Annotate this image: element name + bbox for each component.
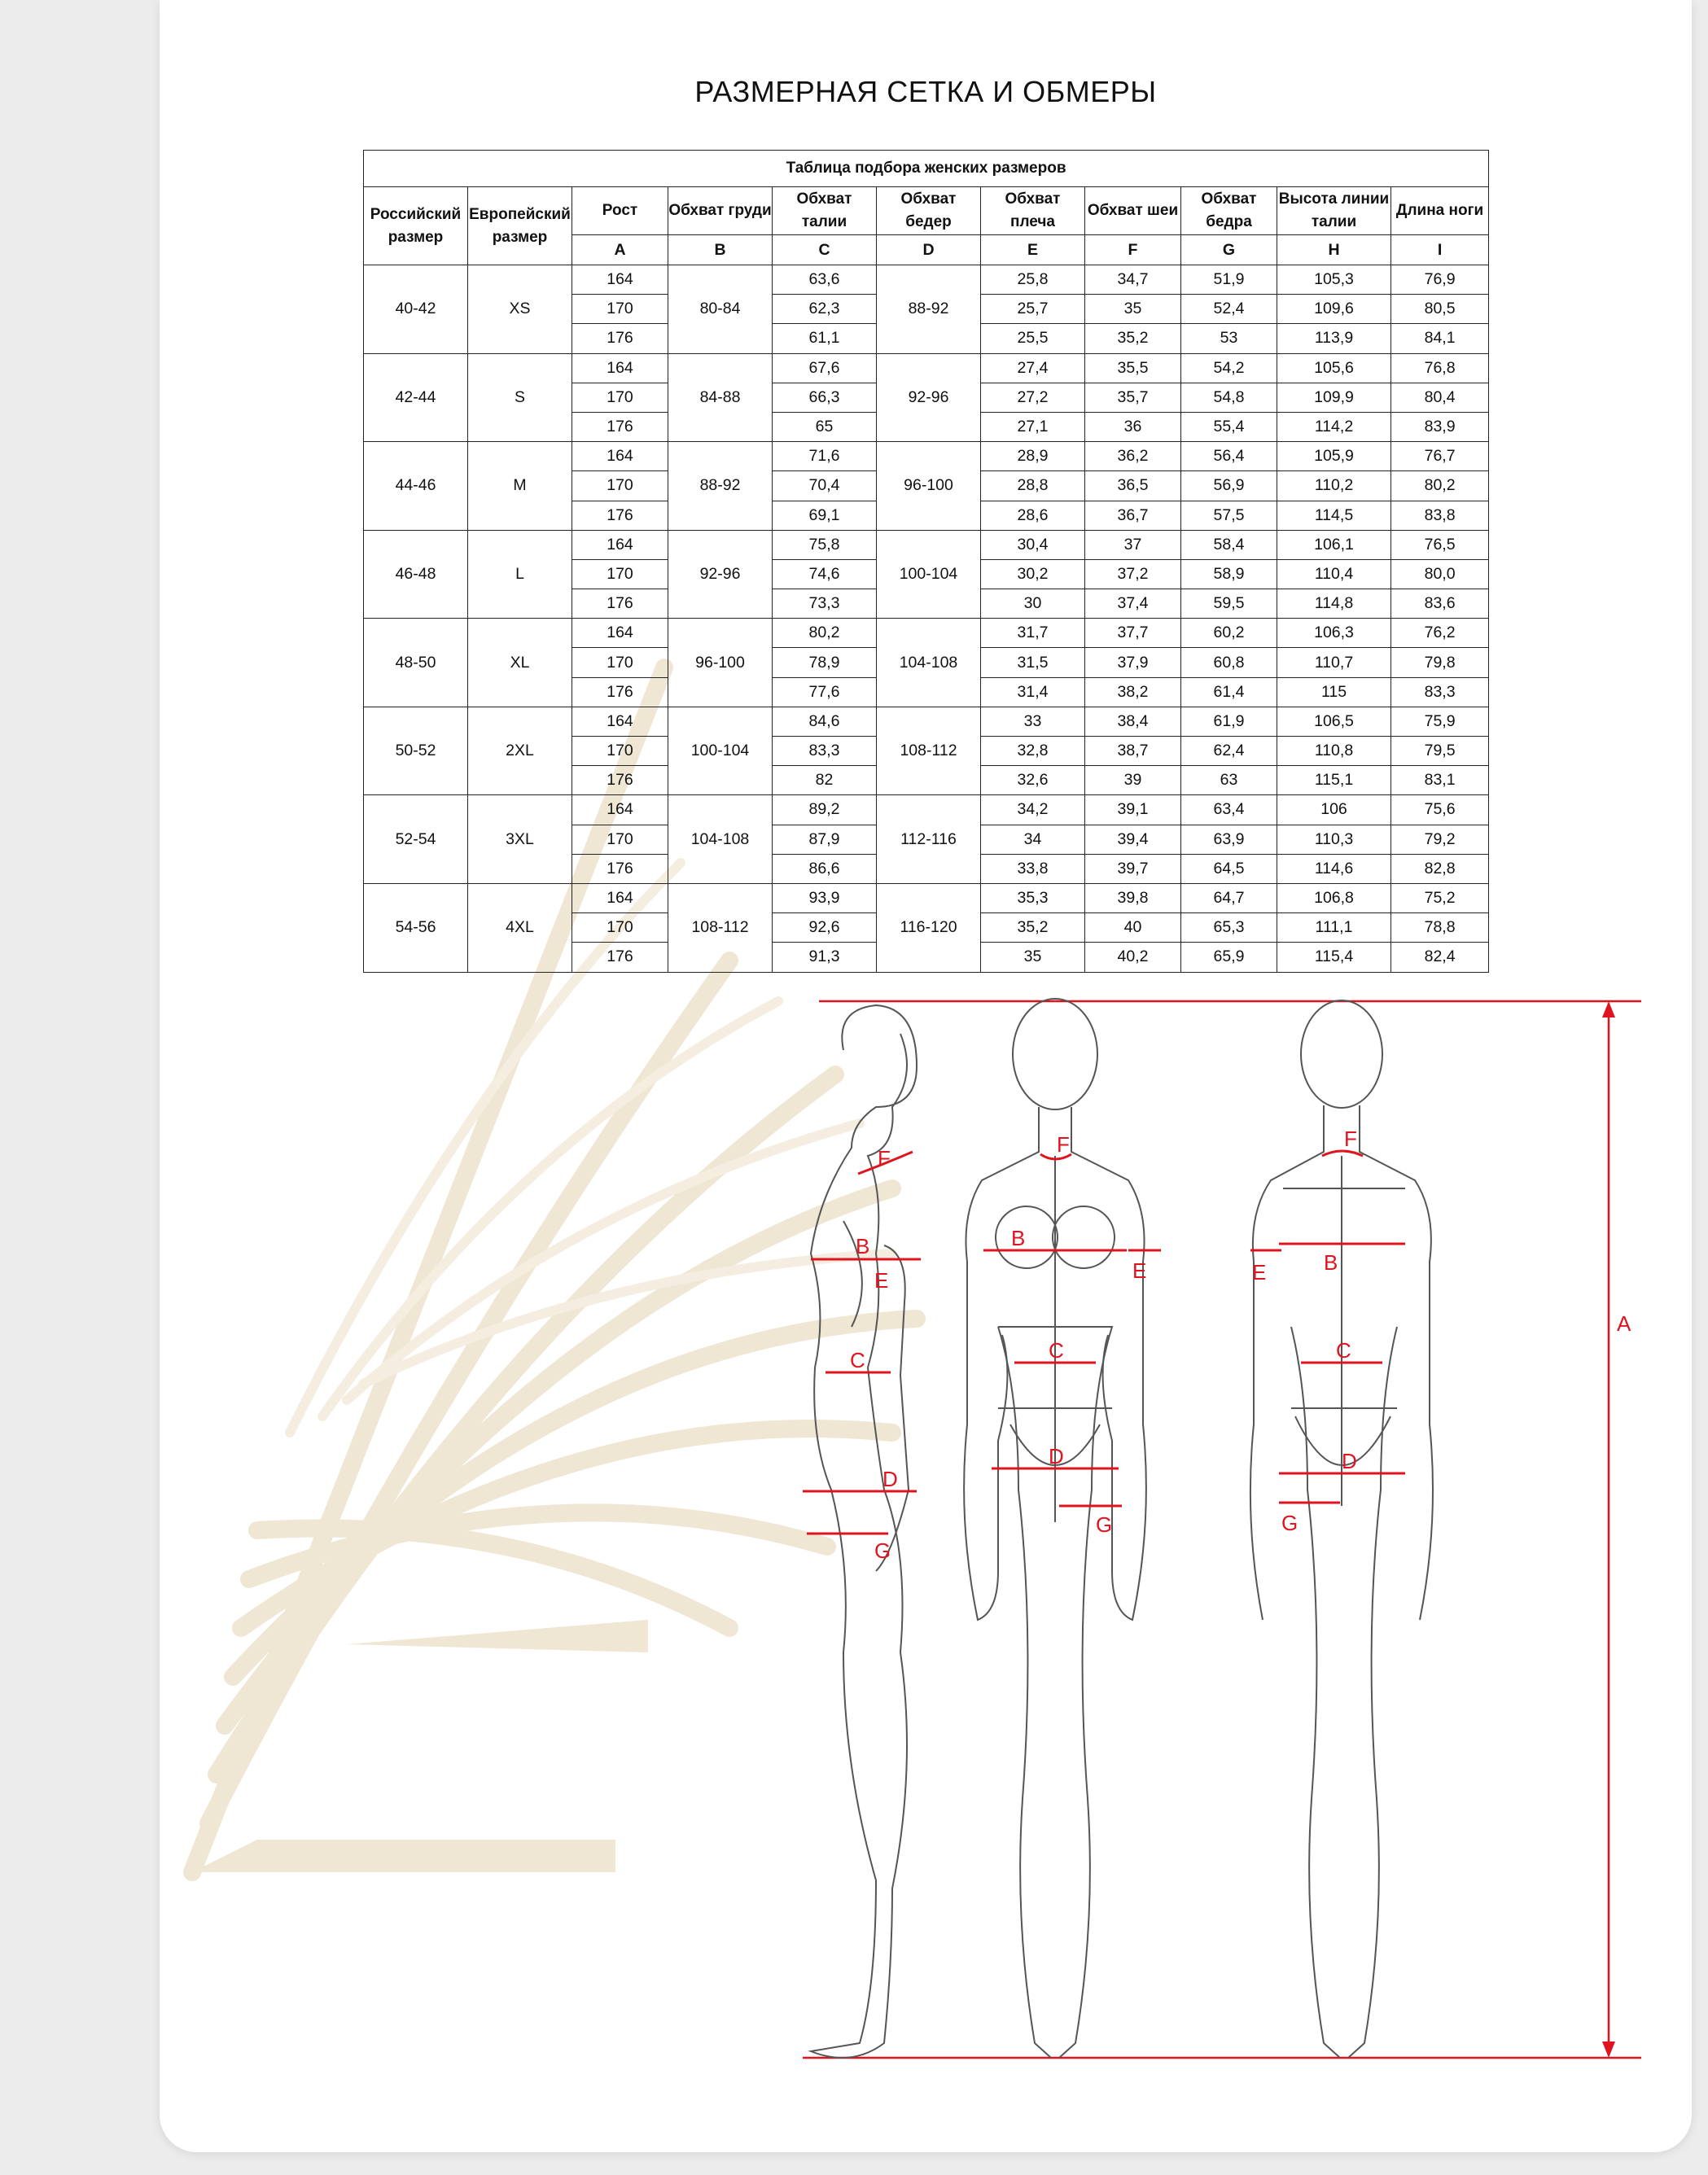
col-letter: D [877,235,981,265]
col-header: Обхват плеча [981,187,1085,235]
shoulder-cell: 30,2 [981,559,1085,589]
eu-size-cell: 3XL [468,795,572,884]
neck-cell: 36 [1085,412,1181,441]
figure-back [1250,1000,1433,2058]
leg-cell: 83,6 [1391,589,1489,619]
height-cell: 164 [572,353,668,383]
neck-cell: 37,4 [1085,589,1181,619]
waist-line-cell: 106,1 [1277,530,1391,559]
size-table-body [364,265,1489,973]
waist-cell: 74,6 [773,559,877,589]
leg-cell: 75,6 [1391,795,1489,825]
neck-cell: 37,7 [1085,619,1181,648]
height-cell: 176 [572,943,668,972]
neck-cell: 35 [1085,295,1181,324]
waist-line-cell: 106,3 [1277,619,1391,648]
thigh-cell: 59,5 [1181,589,1277,619]
thigh-cell: 63,9 [1181,825,1277,854]
height-cell: 176 [572,412,668,441]
height-cell: 170 [572,471,668,501]
waist-line-cell: 110,8 [1277,737,1391,766]
eu-size-cell: M [468,442,572,531]
thigh-cell: 61,4 [1181,677,1277,707]
waist-line-cell: 106 [1277,795,1391,825]
shoulder-cell: 35,2 [981,913,1085,943]
col-letter: G [1181,235,1277,265]
waist-line-cell: 114,6 [1277,854,1391,883]
thigh-cell: 56,4 [1181,442,1277,471]
waist-line-cell: 111,1 [1277,913,1391,943]
thigh-cell: 58,9 [1181,559,1277,589]
hips-cell: 92-96 [877,353,981,442]
table-row [364,353,1489,383]
neck-cell: 40 [1085,913,1181,943]
height-cell: 170 [572,295,668,324]
height-cell: 164 [572,707,668,736]
waist-line-cell: 105,9 [1277,442,1391,471]
table-row [364,707,1489,736]
col-letter: I [1391,235,1489,265]
waist-line-cell: 109,9 [1277,383,1391,412]
leg-cell: 80,5 [1391,295,1489,324]
shoulder-cell: 31,7 [981,619,1085,648]
waist-cell: 78,9 [773,648,877,677]
neck-cell: 37,2 [1085,559,1181,589]
thigh-cell: 54,2 [1181,353,1277,383]
leg-cell: 83,9 [1391,412,1489,441]
waist-cell: 77,6 [773,677,877,707]
height-cell: 176 [572,324,668,353]
waist-line-cell: 110,7 [1277,648,1391,677]
table-header-row [364,187,1489,235]
leg-cell: 76,7 [1391,442,1489,471]
thigh-cell: 51,9 [1181,265,1277,295]
neck-cell: 39,8 [1085,883,1181,912]
thigh-cell: 54,8 [1181,383,1277,412]
col-header: Обхват шеи [1085,187,1181,235]
waist-line-cell: 110,2 [1277,471,1391,501]
ru-size-cell: 50-52 [364,707,468,795]
col-header: Высота линии талии [1277,187,1391,235]
label-d-back: D [1342,1449,1357,1473]
shoulder-cell: 25,5 [981,324,1085,353]
waist-line-cell: 114,2 [1277,412,1391,441]
waist-cell: 91,3 [773,943,877,972]
thigh-cell: 65,3 [1181,913,1277,943]
neck-cell: 37 [1085,530,1181,559]
thigh-cell: 58,4 [1181,530,1277,559]
ru-size-cell: 54-56 [364,883,468,972]
waist-cell: 89,2 [773,795,877,825]
hips-cell: 112-116 [877,795,981,884]
eu-size-cell: 4XL [468,883,572,972]
col-letter: H [1277,235,1391,265]
leg-cell: 75,9 [1391,707,1489,736]
eu-size-cell: L [468,530,572,619]
leg-cell: 82,8 [1391,854,1489,883]
hips-cell: 96-100 [877,442,981,531]
hips-cell: 116-120 [877,883,981,972]
col-header: Обхват талии [773,187,877,235]
height-cell: 170 [572,648,668,677]
label-g-front: G [1096,1512,1113,1537]
chest-cell: 96-100 [668,619,773,707]
label-a-height: A [1617,1311,1631,1336]
thigh-cell: 63,4 [1181,795,1277,825]
col-header: Обхват груди [668,187,773,235]
thigh-cell: 53 [1181,324,1277,353]
height-cell: 164 [572,530,668,559]
neck-cell: 35,5 [1085,353,1181,383]
waist-cell: 86,6 [773,854,877,883]
thigh-cell: 55,4 [1181,412,1277,441]
height-cell: 164 [572,619,668,648]
waist-cell: 62,3 [773,295,877,324]
waist-line-cell: 105,6 [1277,353,1391,383]
shoulder-cell: 31,4 [981,677,1085,707]
waist-line-cell: 114,8 [1277,589,1391,619]
shoulder-cell: 25,8 [981,265,1085,295]
waist-line-cell: 110,3 [1277,825,1391,854]
height-cell: 176 [572,766,668,795]
height-cell: 164 [572,265,668,295]
shoulder-cell: 28,8 [981,471,1085,501]
chest-cell: 104-108 [668,795,773,884]
shoulder-cell: 28,6 [981,501,1085,530]
eu-size-cell: S [468,353,572,442]
chest-cell: 108-112 [668,883,773,972]
waist-cell: 63,6 [773,265,877,295]
waist-cell: 73,3 [773,589,877,619]
neck-cell: 36,5 [1085,471,1181,501]
shoulder-cell: 35,3 [981,883,1085,912]
hips-cell: 104-108 [877,619,981,707]
thigh-cell: 60,2 [1181,619,1277,648]
neck-cell: 37,9 [1085,648,1181,677]
col-header: Обхват бедер [877,187,981,235]
waist-cell: 67,6 [773,353,877,383]
leg-cell: 83,3 [1391,677,1489,707]
waist-cell: 84,6 [773,707,877,736]
height-cell: 170 [572,737,668,766]
label-f-side: F [878,1146,891,1171]
neck-cell: 40,2 [1085,943,1181,972]
leg-cell: 80,0 [1391,559,1489,589]
shoulder-cell: 35 [981,943,1085,972]
waist-cell: 61,1 [773,324,877,353]
neck-cell: 35,7 [1085,383,1181,412]
chest-cell: 80-84 [668,265,773,354]
figure-front [964,999,1146,2058]
height-cell: 170 [572,825,668,854]
shoulder-cell: 32,8 [981,737,1085,766]
leg-cell: 82,4 [1391,943,1489,972]
shoulder-cell: 30,4 [981,530,1085,559]
neck-cell: 38,4 [1085,707,1181,736]
leg-cell: 75,2 [1391,883,1489,912]
neck-cell: 39 [1085,766,1181,795]
table-row [364,883,1489,912]
leg-cell: 76,2 [1391,619,1489,648]
label-b-side: B [856,1234,870,1258]
waist-cell: 87,9 [773,825,877,854]
shoulder-cell: 34,2 [981,795,1085,825]
hips-cell: 88-92 [877,265,981,354]
neck-cell: 39,7 [1085,854,1181,883]
thigh-cell: 63 [1181,766,1277,795]
chest-cell: 100-104 [668,707,773,795]
label-d-side: D [882,1467,898,1491]
leg-cell: 76,9 [1391,265,1489,295]
hips-cell: 100-104 [877,530,981,619]
col-letter: C [773,235,877,265]
label-e-side: E [874,1268,889,1293]
page-title: РАЗМЕРНАЯ СЕТКА И ОБМЕРЫ [694,75,1157,108]
figure-side [811,1005,917,2058]
ru-size-cell: 52-54 [364,795,468,884]
col-letter: E [981,235,1085,265]
thigh-cell: 56,9 [1181,471,1277,501]
shoulder-cell: 27,4 [981,353,1085,383]
neck-cell: 39,4 [1085,825,1181,854]
shoulder-cell: 33,8 [981,854,1085,883]
waist-line-cell: 115,4 [1277,943,1391,972]
neck-cell: 36,2 [1085,442,1181,471]
neck-cell: 38,7 [1085,737,1181,766]
label-e-back: E [1252,1260,1267,1284]
table-row [364,265,1489,295]
col-letter: A [572,235,668,265]
ru-size-cell: 42-44 [364,353,468,442]
waist-cell: 92,6 [773,913,877,943]
thigh-cell: 52,4 [1181,295,1277,324]
neck-cell: 35,2 [1085,324,1181,353]
leg-cell: 79,2 [1391,825,1489,854]
thigh-cell: 57,5 [1181,501,1277,530]
waist-cell: 70,4 [773,471,877,501]
waist-line-cell: 106,8 [1277,883,1391,912]
chest-cell: 92-96 [668,530,773,619]
waist-cell: 80,2 [773,619,877,648]
shoulder-cell: 30 [981,589,1085,619]
shoulder-cell: 28,9 [981,442,1085,471]
ru-size-cell: 44-46 [364,442,468,531]
waist-line-cell: 110,4 [1277,559,1391,589]
height-cell: 176 [572,589,668,619]
waist-line-cell: 113,9 [1277,324,1391,353]
shoulder-cell: 27,1 [981,412,1085,441]
table-row [364,795,1489,825]
table-row [364,619,1489,648]
col-header: Обхват бедра [1181,187,1277,235]
neck-cell: 38,2 [1085,677,1181,707]
waist-line-cell: 115,1 [1277,766,1391,795]
waist-cell: 69,1 [773,501,877,530]
shoulder-cell: 25,7 [981,295,1085,324]
label-c-front: C [1049,1338,1064,1363]
leg-cell: 76,8 [1391,353,1489,383]
thigh-cell: 64,7 [1181,883,1277,912]
height-cell: 176 [572,854,668,883]
height-cell: 170 [572,559,668,589]
leg-cell: 84,1 [1391,324,1489,353]
waist-line-cell: 109,6 [1277,295,1391,324]
waist-cell: 83,3 [773,737,877,766]
height-cell: 176 [572,501,668,530]
thigh-cell: 61,9 [1181,707,1277,736]
size-table [363,150,1489,973]
leg-cell: 80,2 [1391,471,1489,501]
label-g-side: G [874,1538,891,1563]
chest-cell: 84-88 [668,353,773,442]
label-b-back: B [1324,1250,1338,1275]
leg-cell: 79,8 [1391,648,1489,677]
waist-line-cell: 114,5 [1277,501,1391,530]
label-f-front: F [1057,1132,1070,1157]
label-c-side: C [850,1348,865,1372]
ru-size-cell: 48-50 [364,619,468,707]
shoulder-cell: 32,6 [981,766,1085,795]
eu-size-cell: 2XL [468,707,572,795]
waist-cell: 71,6 [773,442,877,471]
body-figures [754,985,1690,2116]
waist-line-cell: 115 [1277,677,1391,707]
waist-cell: 82 [773,766,877,795]
label-c-back: C [1336,1338,1351,1363]
shoulder-cell: 34 [981,825,1085,854]
table-row [364,530,1489,559]
col-letter: F [1085,235,1181,265]
eu-size-cell: XS [468,265,572,354]
thigh-cell: 62,4 [1181,737,1277,766]
col-header: Российский размер [364,187,468,265]
height-cell: 176 [572,677,668,707]
waist-cell: 75,8 [773,530,877,559]
size-guide-card [160,0,1692,2152]
height-cell: 170 [572,383,668,412]
thigh-cell: 65,9 [1181,943,1277,972]
leg-cell: 80,4 [1391,383,1489,412]
leg-cell: 78,8 [1391,913,1489,943]
chest-cell: 88-92 [668,442,773,531]
ru-size-cell: 46-48 [364,530,468,619]
height-cell: 170 [572,913,668,943]
waist-line-cell: 106,5 [1277,707,1391,736]
label-g-back: G [1281,1511,1299,1535]
ru-size-cell: 40-42 [364,265,468,354]
neck-cell: 34,7 [1085,265,1181,295]
waist-cell: 65 [773,412,877,441]
neck-cell: 39,1 [1085,795,1181,825]
table-caption: Таблица подбора женских размеров [364,151,1489,187]
thigh-cell: 60,8 [1181,648,1277,677]
col-header: Рост [572,187,668,235]
leg-cell: 83,1 [1391,766,1489,795]
shoulder-cell: 27,2 [981,383,1085,412]
height-cell: 164 [572,883,668,912]
waist-line-cell: 105,3 [1277,265,1391,295]
label-d-front: D [1049,1444,1064,1468]
height-cell: 164 [572,795,668,825]
height-cell: 164 [572,442,668,471]
thigh-cell: 64,5 [1181,854,1277,883]
label-b-front: B [1011,1226,1026,1250]
col-header: Европейский размер [468,187,572,265]
label-e-front: E [1132,1258,1147,1283]
leg-cell: 79,5 [1391,737,1489,766]
waist-cell: 66,3 [773,383,877,412]
col-header: Длина ноги [1391,187,1489,235]
shoulder-cell: 31,5 [981,648,1085,677]
label-f-back: F [1344,1127,1357,1151]
hips-cell: 108-112 [877,707,981,795]
leg-cell: 76,5 [1391,530,1489,559]
leg-cell: 83,8 [1391,501,1489,530]
neck-cell: 36,7 [1085,501,1181,530]
waist-cell: 93,9 [773,883,877,912]
col-letter: B [668,235,773,265]
eu-size-cell: XL [468,619,572,707]
shoulder-cell: 33 [981,707,1085,736]
table-row [364,442,1489,471]
